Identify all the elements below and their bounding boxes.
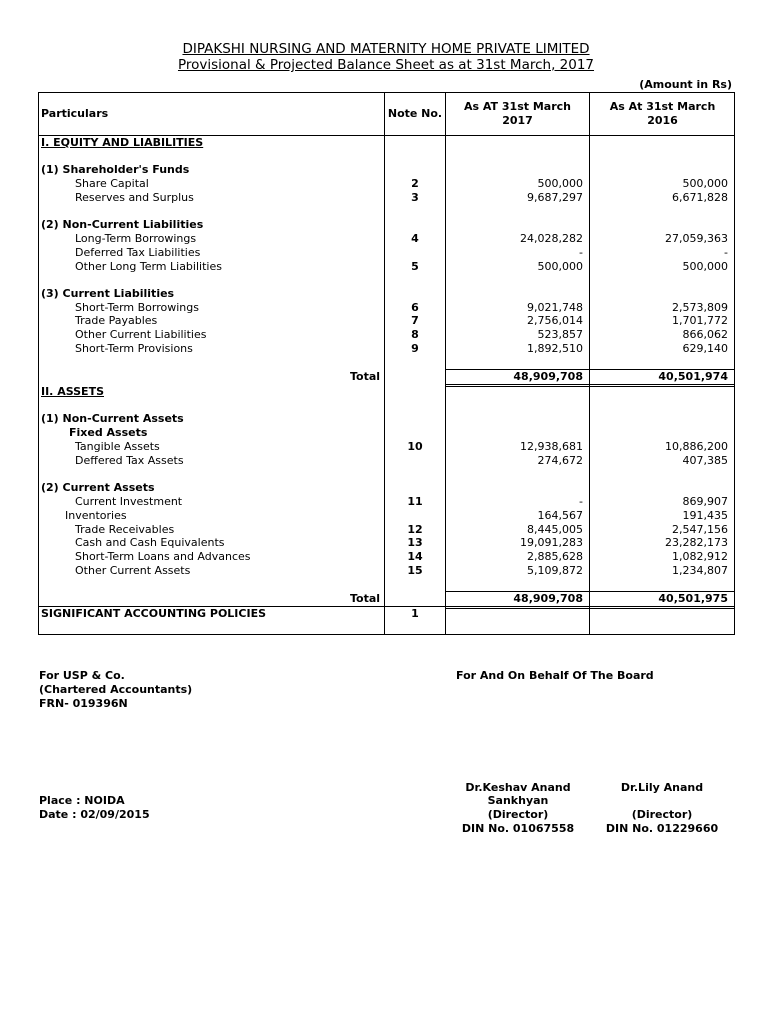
subgroup-row <box>39 426 734 440</box>
row-value-2016: 866,062 <box>682 328 728 341</box>
table-row <box>39 536 734 550</box>
row-value-2017: 24,028,282 <box>520 232 583 245</box>
row-value-2017: 2,756,014 <box>527 314 583 327</box>
row-note: 7 <box>411 314 419 327</box>
group-row <box>39 481 734 495</box>
auditor-firm-name: For USP & Co. <box>39 669 125 682</box>
row-value-2017: 12,938,681 <box>520 440 583 453</box>
director1-name-line1: Dr.Keshav Anand <box>465 781 571 794</box>
section-row <box>39 385 734 399</box>
row-label: Inventories <box>65 509 127 522</box>
row-value-2016: 500,000 <box>682 260 728 273</box>
row-value-2017: 9,021,748 <box>527 301 583 314</box>
table-row <box>39 314 734 328</box>
balance-sheet-table <box>38 92 735 635</box>
director1-role: (Director) <box>487 808 549 821</box>
row-value-2017: - <box>579 495 583 508</box>
company-title: DIPAKSHI NURSING AND MATERNITY HOME PRIVATE LIMITED <box>182 41 590 57</box>
table-row <box>39 177 734 191</box>
row-value-2017: 2,885,628 <box>527 550 583 563</box>
board-caption: For And On Behalf Of The Board <box>456 669 654 682</box>
row-value-2016: 10,886,200 <box>665 440 728 453</box>
total-row <box>39 370 734 384</box>
table-row <box>39 260 734 274</box>
header-note-no: Note No. <box>387 107 443 120</box>
row-label: Deffered Tax Assets <box>75 454 184 467</box>
header-2016-line1: As At 31st March <box>609 100 716 113</box>
row-note: 10 <box>407 440 423 453</box>
row-note: 9 <box>411 342 419 355</box>
director1-name-line2: Sankhyan <box>487 794 549 807</box>
row-value-2017: 500,000 <box>537 177 583 190</box>
table-row <box>39 523 734 537</box>
row-label: Reserves and Surplus <box>75 191 194 204</box>
row-note: 5 <box>411 260 419 273</box>
row-label: (1) Non-Current Assets <box>41 412 184 425</box>
row-note: 6 <box>411 301 419 314</box>
row-label: Long-Term Borrowings <box>75 232 197 245</box>
row-value-2017: 5,109,872 <box>527 564 583 577</box>
director2-din: DIN No. 01229660 <box>605 822 719 835</box>
row-note: 4 <box>411 232 419 245</box>
sheet-subtitle: Provisional & Projected Balance Sheet as at 31st March, 2017 <box>177 57 595 73</box>
row-label: Deferred Tax Liabilities <box>75 246 201 259</box>
table-row <box>39 495 734 509</box>
row-label: Other Current Assets <box>75 564 191 577</box>
row-value-2017: 164,567 <box>537 509 583 522</box>
row-value-2016: 500,000 <box>682 177 728 190</box>
header-2017-line1: As AT 31st March <box>464 100 571 113</box>
row-label: Short-Term Loans and Advances <box>75 550 251 563</box>
row-value-2017: 500,000 <box>537 260 583 273</box>
row-value-2016: 407,385 <box>682 454 728 467</box>
row-label: (2) Non-Current Liabilities <box>41 218 204 231</box>
table-row <box>39 232 734 246</box>
row-label: (2) Current Assets <box>41 481 155 494</box>
row-label: Cash and Cash Equivalents <box>75 536 225 549</box>
row-label: II. ASSETS <box>41 385 104 398</box>
table-row <box>39 454 734 468</box>
row-label: Total <box>350 370 381 383</box>
row-value-2016: 2,573,809 <box>672 301 728 314</box>
row-label: Trade Payables <box>75 314 158 327</box>
row-label: (3) Current Liabilities <box>41 287 175 300</box>
row-value-2016: 1,082,912 <box>672 550 728 563</box>
row-note: 15 <box>407 564 423 577</box>
row-value-2016: 1,701,772 <box>672 314 728 327</box>
row-note: 13 <box>407 536 423 549</box>
table-row <box>39 509 734 523</box>
row-label: I. EQUITY AND LIABILITIES <box>41 136 204 149</box>
section-row <box>39 136 734 150</box>
row-note: 2 <box>411 177 419 190</box>
table-row <box>39 191 734 205</box>
row-note: 14 <box>407 550 423 563</box>
row-value-2016: 6,671,828 <box>672 191 728 204</box>
row-label: Total <box>350 592 381 605</box>
row-note: 8 <box>411 328 419 341</box>
group-row <box>39 163 734 177</box>
row-value-2016: 1,234,807 <box>672 564 728 577</box>
row-label: Other Current Liabilities <box>75 328 207 341</box>
row-value-2017: 48,909,708 <box>513 592 583 605</box>
row-value-2016: - <box>724 246 728 259</box>
row-label: Fixed Assets <box>69 426 148 439</box>
row-value-2017: 19,091,283 <box>520 536 583 549</box>
row-note: 11 <box>407 495 423 508</box>
table-row <box>39 342 734 356</box>
row-value-2016: 40,501,975 <box>658 592 728 605</box>
table-row <box>39 550 734 564</box>
row-label: Current Investment <box>75 495 183 508</box>
row-value-2016: 2,547,156 <box>672 523 728 536</box>
row-value-2016: 869,907 <box>682 495 728 508</box>
group-row <box>39 412 734 426</box>
director2-name: Dr.Lily Anand <box>620 781 704 794</box>
row-value-2017: 274,672 <box>537 454 583 467</box>
place: Place : NOIDA <box>39 794 125 807</box>
row-label: Tangible Assets <box>75 440 160 453</box>
header-2016-line2: 2016 <box>647 114 678 127</box>
date: Date : 02/09/2015 <box>39 808 150 821</box>
row-label: Trade Receivables <box>75 523 175 536</box>
row-note: 12 <box>407 523 423 536</box>
table-row <box>39 246 734 260</box>
row-value-2016: 629,140 <box>682 342 728 355</box>
row-value-2017: 523,857 <box>537 328 583 341</box>
group-row <box>39 218 734 232</box>
group-row <box>39 287 734 301</box>
row-label: (1) Shareholder's Funds <box>41 163 190 176</box>
row-label: Share Capital <box>75 177 149 190</box>
table-row <box>39 328 734 342</box>
row-label: Short-Term Provisions <box>75 342 193 355</box>
row-label: Short-Term Borrowings <box>75 301 199 314</box>
table-row <box>39 440 734 454</box>
policies-row <box>39 607 734 621</box>
table-row <box>39 301 734 315</box>
total-row <box>39 592 734 606</box>
row-label: SIGNIFICANT ACCOUNTING POLICIES <box>41 607 267 620</box>
row-value-2017: 1,892,510 <box>527 342 583 355</box>
table-row <box>39 564 734 578</box>
director2-role: (Director) <box>631 808 693 821</box>
row-value-2017: 8,445,005 <box>527 523 583 536</box>
auditor-frn: FRN- 019396N <box>39 697 128 710</box>
row-value-2016: 191,435 <box>682 509 728 522</box>
row-value-2016: 27,059,363 <box>665 232 728 245</box>
row-label: Other Long Term Liabilities <box>75 260 222 273</box>
header-2017-line2: 2017 <box>502 114 533 127</box>
row-note: 1 <box>411 607 419 620</box>
row-value-2017: 9,687,297 <box>527 191 583 204</box>
auditor-firm-type: (Chartered Accountants) <box>39 683 193 696</box>
row-note: 3 <box>411 191 419 204</box>
director1-din: DIN No. 01067558 <box>461 822 575 835</box>
header-particulars: Particulars <box>41 107 109 120</box>
row-value-2017: - <box>579 246 583 259</box>
amount-note: (Amount in Rs) <box>639 78 732 91</box>
row-value-2017: 48,909,708 <box>513 370 583 383</box>
row-value-2016: 23,282,173 <box>665 536 728 549</box>
row-value-2016: 40,501,974 <box>658 370 728 383</box>
